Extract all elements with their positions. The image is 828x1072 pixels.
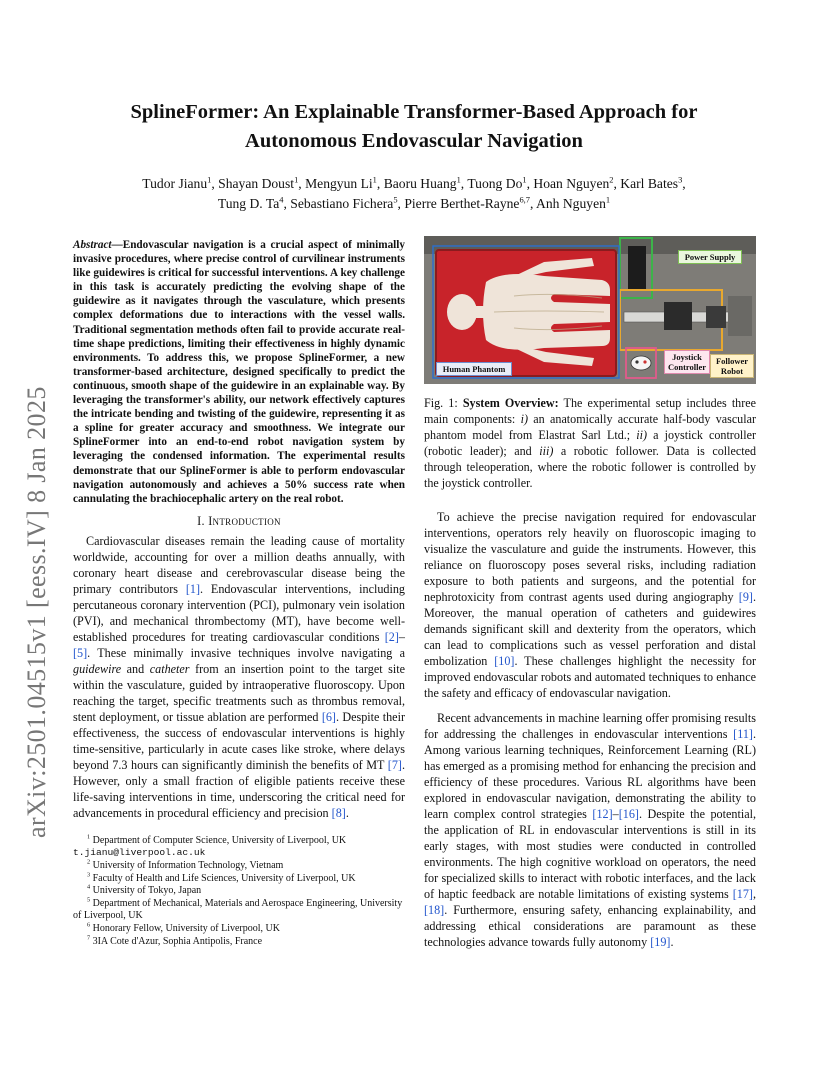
footnote bbox=[73, 898, 405, 923]
author-name: Baoru Huang bbox=[383, 176, 457, 191]
citation-link[interactable]: [10] bbox=[494, 654, 515, 668]
figure-1-photo bbox=[424, 236, 756, 384]
caption-emphasis: ii) bbox=[636, 428, 648, 442]
author-name: Pierre Berthet-Rayne bbox=[404, 196, 520, 211]
author-name: Anh Nguyen bbox=[536, 196, 606, 211]
footnote-text: University of Information Technology, Vietnam bbox=[90, 859, 284, 871]
title-line-1: SplineFormer: An Explainable Transformer-Based Approach for bbox=[130, 101, 698, 123]
author-affiliation-mark: 1 bbox=[522, 174, 527, 185]
citation-link[interactable]: [2] bbox=[384, 629, 399, 644]
right-column bbox=[424, 395, 756, 950]
footnote-text: Department of Mechanical, Materials and Aerospace Engineering, University of Liverpool, UK bbox=[73, 897, 403, 922]
intro-paragraph-2: To achieve the precise navigation required for endovascular interventions, operators rely heavily on fluoroscopic imaging to visualize the vasculature and guide the instruments. However, this reliance on fluoroscopy poses several risks, including radiation exposure to both patients and surgeons, and the potential for nephrotoxicity from contrast agents used during angiography [9]. Moreover, the manual operation of catheters and guidewires demands significant skill and dexterity from the operators, which can lead to complications such as vessel perforation and distal embolization [10]. These challenges highlight the necessity for improved endovascular robots and automated techniques to enhance the safety and efficacy of endovascular navigation. bbox=[424, 510, 756, 700]
section-title: Introduction bbox=[208, 513, 281, 528]
caption-emphasis: iii) bbox=[539, 444, 554, 458]
label-human-phantom: Human Phantom bbox=[436, 362, 512, 376]
label-joystick-controller: Joystick Controller bbox=[664, 350, 710, 374]
footnote bbox=[73, 835, 405, 860]
citation-link[interactable]: [5] bbox=[73, 645, 88, 660]
footnote-text: University of Tokyo, Japan bbox=[90, 885, 202, 897]
citation-link[interactable]: [8] bbox=[331, 805, 346, 820]
footnote-text: Faculty of Health and Life Sciences, University of Liverpool, UK bbox=[90, 872, 356, 884]
arxiv-identifier[interactable]: arXiv:2501.04515v1 [eess.IV] 8 Jan 2025 bbox=[22, 386, 51, 838]
author-affiliation-mark: 1 bbox=[294, 174, 299, 185]
author-affiliation-mark: 1 bbox=[372, 174, 377, 185]
author-name: Mengyun Li bbox=[305, 176, 373, 191]
footnote-text: 3IA Cote d'Azur, Sophia Antipolis, France bbox=[90, 935, 263, 947]
title-line-2: Autonomous Endovascular Navigation bbox=[245, 130, 583, 152]
citation-link[interactable]: [16] bbox=[618, 807, 639, 821]
author-affiliation-mark: 5 bbox=[393, 194, 398, 205]
abstract-text: —Endovascular navigation is a crucial aspect of minimally invasive procedures, where precise control of curvilinear instruments like guidewires is critical for successful interventions. A key challenge in this task is accurately predicting the evolving shape of the guidewire as it navigates through the vasculature, which presents complex deformations due to interactions with the vessel walls. Traditional segmentation methods often fail to provide accurate real-time shape predictions, limiting their effectiveness in highly dynamic environments. To address this, we propose SplineFormer, a new transformer-based architecture, designed specifically to predict the continuous, smooth shape of the guidewire in an explainable way. By leveraging the transformer's ability, our network effectively captures the intricate bending and twisting of the guidewire, representing it as a spline for greater accuracy and smoothness. We integrate our SplineFormer into an end-to-end robot navigation system by leveraging the condensed information. The experimental results demonstrate that our SplineFormer is able to perform endovascular navigation autonomously and achieves a 50% success rate when cannulating the brachiocephalic artery on the real robot. bbox=[73, 239, 405, 505]
footnote-number: 5 bbox=[87, 896, 91, 904]
citation-link[interactable]: [12] bbox=[592, 807, 613, 821]
footnote bbox=[73, 885, 405, 898]
label-follower-robot: Follower Robot bbox=[710, 354, 754, 378]
footnote-number: 3 bbox=[87, 871, 91, 879]
author-affiliation-mark: 6,7 bbox=[519, 194, 530, 205]
footnote bbox=[73, 873, 405, 886]
footnote-number: 6 bbox=[87, 921, 91, 929]
intro-emphasis: guidewire bbox=[73, 661, 122, 676]
footnote-number: 4 bbox=[87, 883, 91, 891]
abstract bbox=[73, 238, 405, 506]
citation-link[interactable]: [17] bbox=[732, 887, 753, 901]
citation-link[interactable]: [18] bbox=[424, 903, 445, 917]
caption-bold: System Overview: bbox=[462, 396, 559, 410]
label-power-supply: Power Supply bbox=[678, 250, 742, 264]
intro-emphasis: catheter bbox=[149, 661, 190, 676]
figure-1-caption: Fig. 1: System Overview: The experimental setup includes three main components: i) an anatomically accurate half-body vascular phantom model from Elastrat Sarl Ltd.; ii) a joystick controller (robotic leader); and iii) a robotic follower. Data is collected through teleoperation, where the robotic follower is controlled by the joystick controller. bbox=[424, 396, 756, 490]
footnote bbox=[73, 923, 405, 936]
section-number: I. bbox=[197, 513, 205, 528]
citation-link[interactable]: [19] bbox=[650, 935, 671, 949]
author-name: Hoan Nguyen bbox=[533, 176, 610, 191]
citation-link[interactable]: [6] bbox=[321, 709, 336, 724]
author-name: Tudor Jianu bbox=[142, 176, 208, 191]
author-affiliation-mark: 4 bbox=[279, 194, 284, 205]
paper-title bbox=[60, 98, 768, 156]
intro-paragraph-1: Cardiovascular diseases remain the leading cause of mortality worldwide, accounting for over a million deaths annually, with coronary heart disease and cerebrovascular disease being the primary contributors [1]. Endovascular interventions, including percutaneous coronary intervention (PCI), pulmonary vein isolation (PVI), and mechanical thrombectomy (MT), have become well-established procedures for treating cardiovascular conditions [2]–[5]. These minimally invasive techniques involve navigating a guidewire and catheter from an insertion point to the target site within the vasculature, guided by intraoperative fluoroscopy. Upon reaching the target, specific treatments such as thrombus removal, stent deployment, or tissue ablation are performed [6]. Despite their effectiveness, the success of endovascular interventions is highly time-sensitive, particularly in acute cases like stroke, where delays beyond 7.3 hours can significantly diminish the benefits of MT [7]. However, only a small fraction of eligible patients receive these life-saving interventions in time, underscoring the critical need for advancements in procedural efficiency and precision [8]. bbox=[73, 533, 406, 820]
citation-link[interactable]: [9] bbox=[738, 590, 753, 604]
author-affiliation-mark: 2 bbox=[609, 174, 614, 185]
author-name: Sebastiano Fichera bbox=[290, 196, 394, 211]
citation-link[interactable]: [7] bbox=[387, 757, 402, 772]
citation-link[interactable]: [11] bbox=[733, 727, 753, 741]
author-name: Shayan Doust bbox=[218, 176, 295, 191]
section-heading bbox=[73, 513, 405, 529]
author-affiliation-mark: 3 bbox=[678, 174, 683, 185]
author-affiliation-mark: 1 bbox=[207, 174, 212, 185]
author-name: Tuong Do bbox=[467, 176, 523, 191]
footnote-number: 1 bbox=[87, 833, 91, 841]
author-affiliation-mark: 1 bbox=[605, 194, 611, 205]
footnote bbox=[73, 860, 405, 873]
author-name: Karl Bates bbox=[620, 176, 679, 191]
footnote-number: 2 bbox=[87, 858, 91, 866]
caption-emphasis: i) bbox=[520, 412, 528, 426]
footnote-number: 7 bbox=[87, 934, 91, 942]
author-list: Tudor Jianu$^1$, Shayan Doust$^1$, Mengyun Li$^1$, Baoru Huang$^1$, Tuong Do$^1$, Hoan Nguyen$^2$, Karl Bates$^3$, Tung D. Ta$^4$, Sebastiano Fichera$^5$, Pierre Berthet-Rayne$^{6,7}$, Anh Nguyen$^1$ bbox=[142, 174, 686, 211]
intro-paragraph-3: Recent advancements in machine learning offer promising results for addressing the challenges in endovascular interventions [11]. Among various learning techniques, Reinforcement Learning (RL) has emerged as a promising method for enhancing the precision and efficiency of these procedures. Various RL algorithms have been explored in endovascular navigation, demonstrating the ability to learn complex control strategies [12]–[16]. Despite the potential, the application of RL in endovascular interventions is still in its early stages, with most studies were conducted in controlled environments. The high cognitive workload on operators, the need for specialized skills to interact with robotic interfaces, and the lack of haptic feedback are notable limitations of existing systems [17], [18]. Furthermore, ensuring safety, enhancing explainability, and addressing ethical considerations are paramount as these technologies advance towards fully autonomy [19]. bbox=[424, 711, 756, 949]
author-affiliation-mark: 1 bbox=[456, 174, 461, 185]
footnote-text: Department of Computer Science, University of Liverpool, UK bbox=[90, 834, 347, 846]
left-column bbox=[73, 238, 405, 948]
author-email[interactable]: t.jianu@liverpool.ac.uk bbox=[73, 847, 206, 859]
footnote-text: Honorary Fellow, University of Liverpool, UK bbox=[90, 922, 280, 934]
affiliation-footnotes bbox=[73, 835, 405, 948]
citation-link[interactable]: [1] bbox=[185, 581, 200, 596]
author-name: Tung D. Ta bbox=[217, 196, 280, 211]
abstract-label: Abstract bbox=[73, 239, 112, 251]
footnote bbox=[73, 936, 405, 949]
